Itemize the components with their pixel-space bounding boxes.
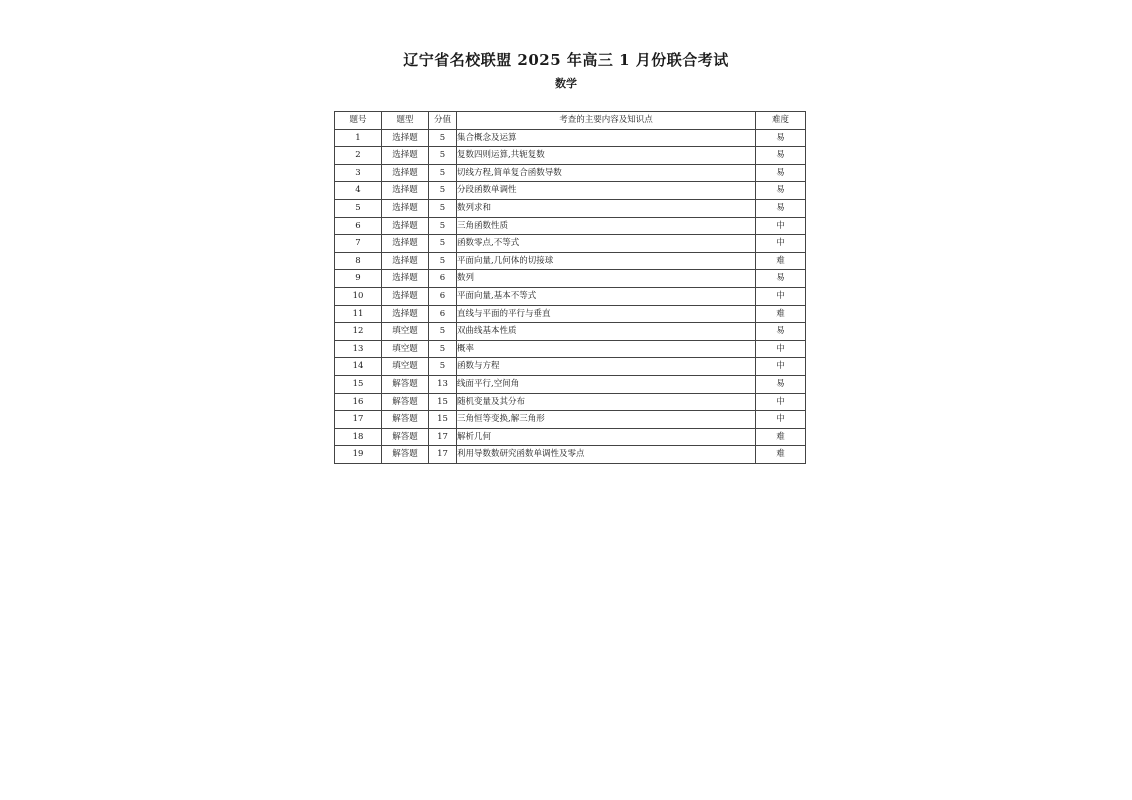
cell-question-type: 选择题 <box>382 164 429 182</box>
cell-question-number: 11 <box>335 305 382 323</box>
cell-score: 6 <box>429 287 457 305</box>
cell-question-number: 1 <box>335 129 382 147</box>
cell-question-number: 19 <box>335 446 382 464</box>
cell-difficulty: 难 <box>756 428 806 446</box>
cell-difficulty: 中 <box>756 340 806 358</box>
cell-score: 5 <box>429 252 457 270</box>
cell-question-type: 填空题 <box>382 358 429 376</box>
cell-question-type: 选择题 <box>382 182 429 200</box>
cell-content: 解析几何 <box>457 428 756 446</box>
table-row <box>335 164 806 182</box>
cell-question-number: 2 <box>335 147 382 165</box>
table-header-row <box>335 112 806 130</box>
cell-content: 三角恒等变换,解三角形 <box>457 411 756 429</box>
table-row <box>335 323 806 341</box>
cell-question-type: 选择题 <box>382 252 429 270</box>
cell-question-number: 5 <box>335 199 382 217</box>
cell-content: 双曲线基本性质 <box>457 323 756 341</box>
cell-question-number: 17 <box>335 411 382 429</box>
cell-difficulty: 易 <box>756 199 806 217</box>
cell-content: 直线与平面的平行与垂直 <box>457 305 756 323</box>
cell-score: 15 <box>429 393 457 411</box>
cell-score: 6 <box>429 270 457 288</box>
cell-score: 5 <box>429 235 457 253</box>
header-question-type: 题型 <box>382 112 429 130</box>
table-row <box>335 305 806 323</box>
cell-content: 线面平行,空间角 <box>457 375 756 393</box>
exam-spec-table <box>334 111 806 464</box>
table-row <box>335 182 806 200</box>
cell-question-type: 选择题 <box>382 235 429 253</box>
table-row <box>335 358 806 376</box>
cell-question-type: 解答题 <box>382 411 429 429</box>
document-subject: 数学 <box>555 77 577 90</box>
table-row <box>335 252 806 270</box>
cell-content: 三角函数性质 <box>457 217 756 235</box>
table-row <box>335 393 806 411</box>
cell-score: 17 <box>429 446 457 464</box>
table-row <box>335 129 806 147</box>
cell-score: 6 <box>429 305 457 323</box>
cell-content: 函数零点,不等式 <box>457 235 756 253</box>
table-row <box>335 147 806 165</box>
cell-difficulty: 难 <box>756 305 806 323</box>
cell-question-number: 16 <box>335 393 382 411</box>
cell-question-type: 选择题 <box>382 217 429 235</box>
cell-question-number: 7 <box>335 235 382 253</box>
cell-score: 5 <box>429 129 457 147</box>
cell-score: 5 <box>429 147 457 165</box>
table-row <box>335 217 806 235</box>
cell-difficulty: 中 <box>756 358 806 376</box>
cell-question-type: 解答题 <box>382 393 429 411</box>
cell-difficulty: 中 <box>756 287 806 305</box>
cell-difficulty: 中 <box>756 411 806 429</box>
cell-difficulty: 难 <box>756 446 806 464</box>
table-row <box>335 340 806 358</box>
cell-difficulty: 易 <box>756 375 806 393</box>
cell-difficulty: 中 <box>756 235 806 253</box>
cell-question-type: 填空题 <box>382 340 429 358</box>
table-row <box>335 235 806 253</box>
table-row <box>335 199 806 217</box>
cell-question-type: 解答题 <box>382 428 429 446</box>
cell-question-type: 选择题 <box>382 287 429 305</box>
table-row <box>335 375 806 393</box>
cell-difficulty: 易 <box>756 182 806 200</box>
cell-question-number: 15 <box>335 375 382 393</box>
cell-question-type: 填空题 <box>382 323 429 341</box>
cell-difficulty: 难 <box>756 252 806 270</box>
cell-score: 5 <box>429 217 457 235</box>
cell-content: 函数与方程 <box>457 358 756 376</box>
cell-question-number: 4 <box>335 182 382 200</box>
cell-question-type: 选择题 <box>382 147 429 165</box>
cell-content: 分段函数单调性 <box>457 182 756 200</box>
cell-question-number: 9 <box>335 270 382 288</box>
cell-score: 5 <box>429 182 457 200</box>
cell-content: 切线方程,简单复合函数导数 <box>457 164 756 182</box>
cell-difficulty: 易 <box>756 270 806 288</box>
cell-score: 5 <box>429 323 457 341</box>
cell-content: 集合概念及运算 <box>457 129 756 147</box>
cell-question-number: 8 <box>335 252 382 270</box>
cell-question-number: 3 <box>335 164 382 182</box>
cell-question-type: 选择题 <box>382 129 429 147</box>
cell-score: 17 <box>429 428 457 446</box>
cell-question-number: 6 <box>335 217 382 235</box>
table-row <box>335 428 806 446</box>
cell-difficulty: 易 <box>756 164 806 182</box>
cell-difficulty: 易 <box>756 323 806 341</box>
cell-question-type: 解答题 <box>382 446 429 464</box>
cell-content: 数列求和 <box>457 199 756 217</box>
cell-difficulty: 中 <box>756 217 806 235</box>
cell-score: 5 <box>429 199 457 217</box>
table-row <box>335 446 806 464</box>
table-row <box>335 411 806 429</box>
cell-content: 平面向量,几何体的切接球 <box>457 252 756 270</box>
cell-content: 复数四则运算,共轭复数 <box>457 147 756 165</box>
cell-question-type: 选择题 <box>382 199 429 217</box>
cell-question-type: 选择题 <box>382 270 429 288</box>
cell-difficulty: 易 <box>756 147 806 165</box>
cell-question-number: 14 <box>335 358 382 376</box>
table-row <box>335 270 806 288</box>
cell-question-number: 12 <box>335 323 382 341</box>
cell-question-type: 选择题 <box>382 305 429 323</box>
document-title: 辽宁省名校联盟 2025 年高三 1 月份联合考试 <box>403 51 729 69</box>
cell-content: 平面向量,基本不等式 <box>457 287 756 305</box>
cell-score: 13 <box>429 375 457 393</box>
cell-difficulty: 中 <box>756 393 806 411</box>
cell-score: 15 <box>429 411 457 429</box>
cell-score: 5 <box>429 358 457 376</box>
header-score: 分值 <box>429 112 457 130</box>
cell-content: 概率 <box>457 340 756 358</box>
header-difficulty: 难度 <box>756 112 806 130</box>
cell-content: 数列 <box>457 270 756 288</box>
header-content: 考查的主要内容及知识点 <box>457 112 756 130</box>
cell-score: 5 <box>429 164 457 182</box>
cell-score: 5 <box>429 340 457 358</box>
header-question-number: 题号 <box>335 112 382 130</box>
table-row <box>335 287 806 305</box>
cell-content: 随机变量及其分布 <box>457 393 756 411</box>
cell-question-number: 18 <box>335 428 382 446</box>
cell-content: 利用导数数研究函数单调性及零点 <box>457 446 756 464</box>
cell-question-type: 解答题 <box>382 375 429 393</box>
cell-question-number: 10 <box>335 287 382 305</box>
cell-difficulty: 易 <box>756 129 806 147</box>
table-body <box>335 129 806 463</box>
cell-question-number: 13 <box>335 340 382 358</box>
